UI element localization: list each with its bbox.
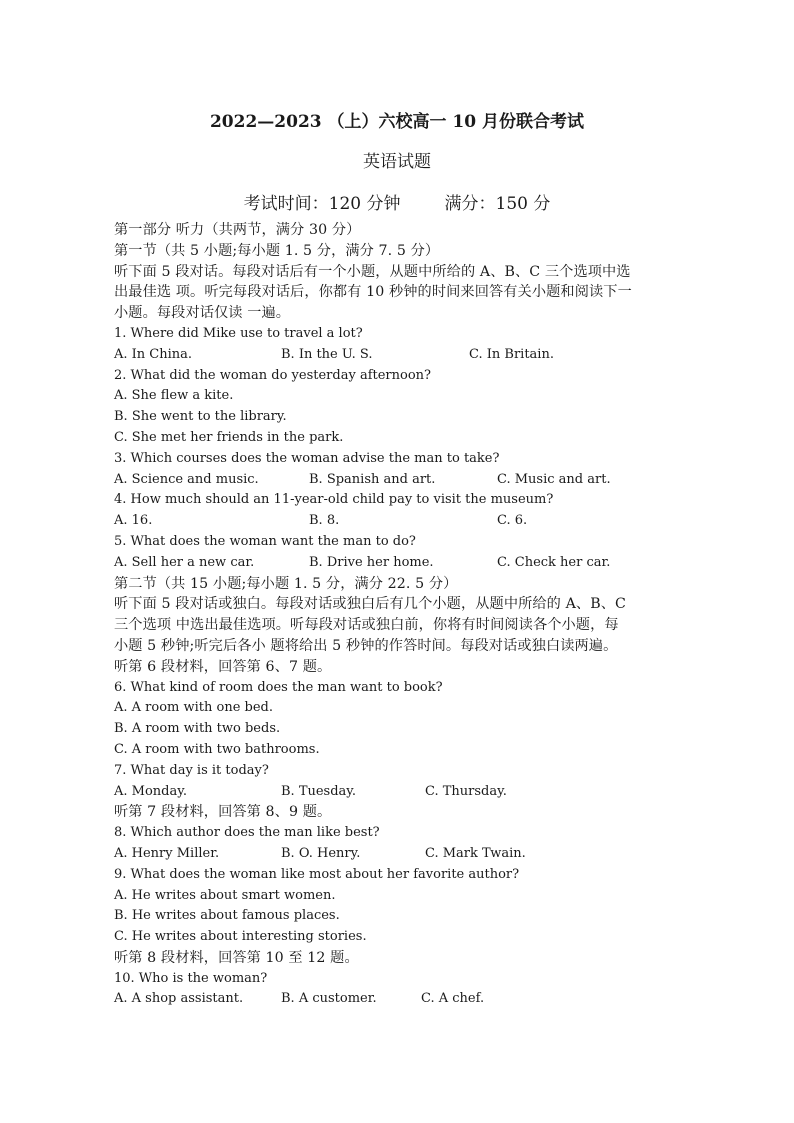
question-stem: 10. Who is the woman? xyxy=(114,970,268,986)
exam-title: 2022—2023 （上）六校高一 10 月份联合考试 xyxy=(209,112,585,132)
option-row xyxy=(114,844,686,865)
question-stem: 1. Where did Mike use to travel a lot? xyxy=(114,325,363,341)
option-c: C. She met her friends in the park. xyxy=(114,429,344,445)
option-b: B. Drive her home. xyxy=(309,554,434,570)
option-c: C. A room with two bathrooms. xyxy=(114,741,320,757)
option-a: A. 16. xyxy=(114,513,153,529)
exam-score: 满分：150 分 xyxy=(444,194,551,214)
option-b: B. She went to the library. xyxy=(114,409,287,425)
option-b: B. O. Henry. xyxy=(281,845,361,861)
question-stem: 4. How much should an 11-year-old child pay to visit the museum? xyxy=(114,492,554,508)
option-a: A. A shop assistant. xyxy=(114,991,244,1007)
instruction-line: 三个选项 中选出最佳选项。听每段对话或独白前，你将有时间阅读各个小题，每 xyxy=(114,617,619,634)
option-a: A. Sell her a new car. xyxy=(114,554,255,570)
option-b: B. A room with two beds. xyxy=(114,721,281,737)
option-a: A. Monday. xyxy=(114,783,187,799)
option-a: A. Science and music. xyxy=(114,471,259,487)
exam-subject: 英语试题 xyxy=(363,152,431,172)
option-c: C. Check her car. xyxy=(497,554,611,570)
exam-info xyxy=(0,189,794,214)
section-heading: 第一节（共 5 小题;每小题 1. 5 分，满分 7. 5 分） xyxy=(114,242,440,259)
option-a: A. He writes about smart women. xyxy=(114,887,336,903)
option-row xyxy=(114,553,686,574)
question-stem: 6. What kind of room does the man want to book? xyxy=(114,679,443,695)
option-c: C. Mark Twain. xyxy=(425,845,526,861)
question-stem: 8. Which author does the man like best? xyxy=(114,825,380,841)
instruction-line: 小题 5 秒钟;听完后各小 题将给出 5 秒钟的作答时间。每段对话或独白读两遍。 xyxy=(114,637,618,654)
option-c: C. 6. xyxy=(497,513,528,529)
question-stem: 2. What did the woman do yesterday afternoon? xyxy=(114,367,432,383)
option-c: C. He writes about interesting stories. xyxy=(114,929,367,945)
option-row xyxy=(114,989,686,1010)
option-c: C. In Britain. xyxy=(469,346,554,362)
instruction-line: 听下面 5 段对话或独白。每段对话或独白后有几个小题，从题中所给的 A、B、C xyxy=(114,596,626,613)
question-stem: 3. Which courses does the woman advise the man to take? xyxy=(114,450,500,466)
option-c: C. Thursday. xyxy=(425,783,507,799)
option-row xyxy=(114,782,686,803)
option-c: C. Music and art. xyxy=(497,471,611,487)
exam-time: 考试时间：120 分钟 xyxy=(243,194,401,214)
listening-section xyxy=(114,220,686,1010)
section-heading: 第二节（共 15 小题;每小题 1. 5 分，满分 22. 5 分） xyxy=(114,575,458,592)
option-row xyxy=(114,470,686,491)
option-row xyxy=(114,511,686,532)
option-a: A. Henry Miller. xyxy=(114,845,220,861)
option-row xyxy=(114,345,686,366)
option-a: A. She flew a kite. xyxy=(114,388,234,404)
option-b: B. In the U. S. xyxy=(281,346,373,362)
option-a: A. A room with one bed. xyxy=(114,700,274,716)
option-b: B. A customer. xyxy=(281,991,377,1007)
instruction-line: 小题。每段对话仅读 一遍。 xyxy=(114,305,291,322)
material-heading: 听第 8 段材料，回答第 10 至 12 题。 xyxy=(114,949,359,966)
option-b: B. 8. xyxy=(309,513,340,529)
option-c: C. A chef. xyxy=(421,991,485,1007)
option-b: B. Spanish and art. xyxy=(309,471,436,487)
instruction-line: 出最佳选 项。听完每段对话后，你都有 10 秒钟的时间来回答有关小题和阅读下一 xyxy=(114,284,632,301)
option-a: A. In China. xyxy=(114,346,193,362)
part-heading: 第一部分 听力（共两节，满分 30 分） xyxy=(114,222,361,238)
option-b: B. He writes about famous places. xyxy=(114,908,340,924)
option-b: B. Tuesday. xyxy=(281,783,357,799)
material-heading: 听第 7 段材料，回答第 8、9 题。 xyxy=(114,804,332,821)
question-stem: 5. What does the woman want the man to do? xyxy=(114,533,416,549)
material-heading: 听第 6 段材料，回答第 6、7 题。 xyxy=(114,658,332,675)
instruction-line: 听下面 5 段对话。每段对话后有一个小题，从题中所给的 A、B、C 三个选项中选 xyxy=(114,263,631,280)
question-stem: 7. What day is it today? xyxy=(114,762,269,778)
question-stem: 9. What does the woman like most about her favorite author? xyxy=(114,866,520,882)
